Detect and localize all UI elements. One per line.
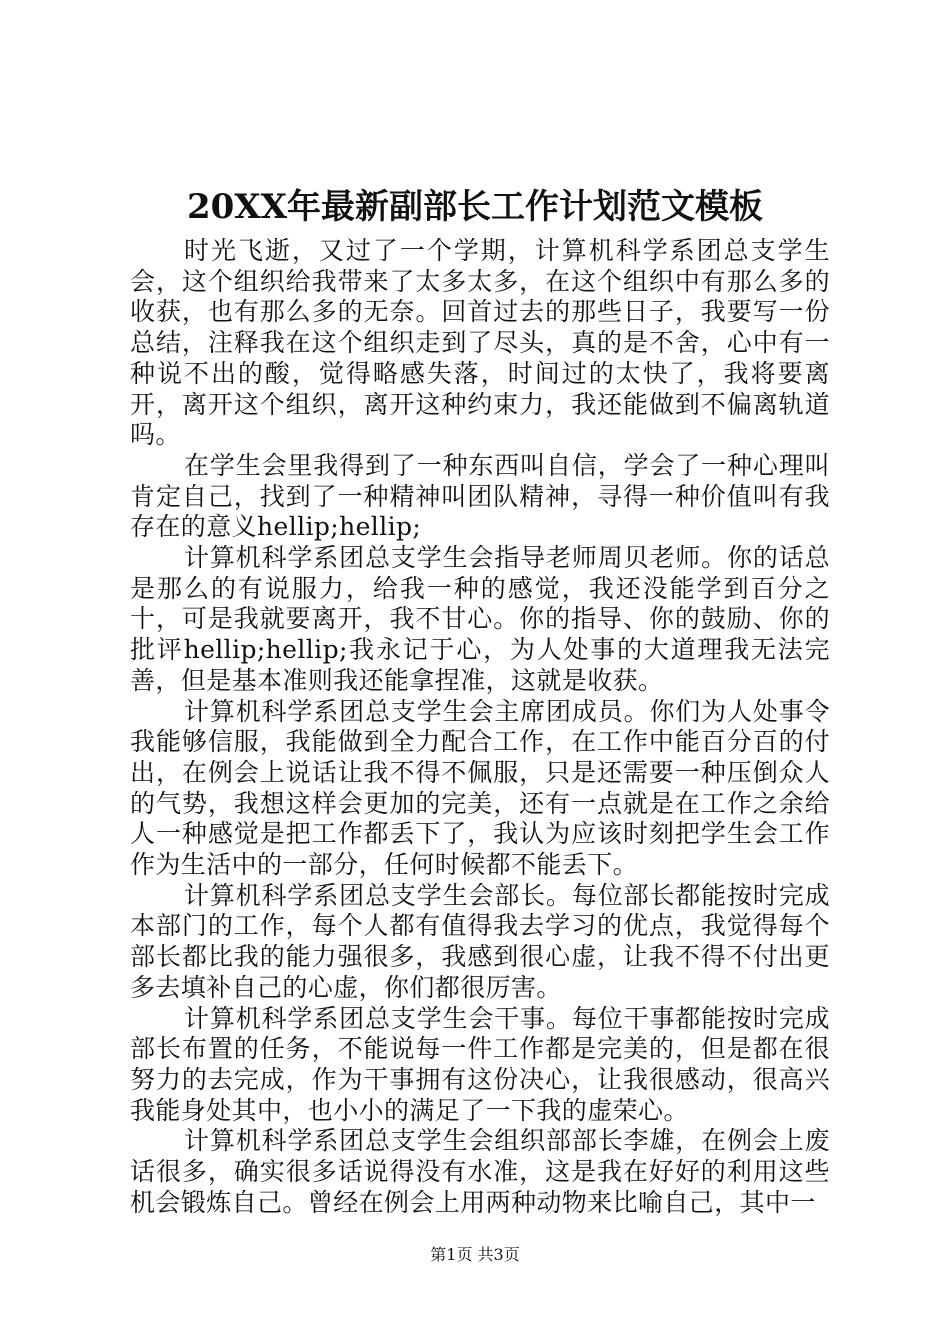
paragraph: 计算机科学系团总支学生会干事。每位干事都能按时完成部长布置的任务，不能说每一件工作都是完美的，但是都在很努力的去完成，作为干事拥有这份决心，让我很感动，很高兴我能身处其中，也小小的满足了一下我的虚荣心。	[130, 1003, 830, 1125]
paragraph: 计算机科学系团总支学生会主席团成员。你们为人处事令我能够信服，我能做到全力配合工作，在工作中能百分百的付出，在例会上说话让我不得不佩服，只是还需要一种压倒众人的气势，我想这样会更加的完美，还有一点就是在工作之余给人一种感觉是把工作都丢下了，我认为应该时刻把学生会工作作为生活中的一部分，任何时候都不能丢下。	[130, 696, 830, 880]
page-footer: 第1页 共3页	[430, 1245, 520, 1264]
paragraph: 计算机科学系团总支学生会组织部部长李雄，在例会上废话很多，确实很多话说得没有水准，这是我在好好的利用这些机会锻炼自己。曾经在例会上用两种动物来比喻自己，其中一	[130, 1126, 830, 1217]
document-title: 20XX年最新副部长工作计划范文模板	[186, 187, 764, 227]
paragraph: 时光飞逝，又过了一个学期，计算机科学系团总支学生会，这个组织给我带来了太多太多，在这个组织中有那么多的收获，也有那么多的无奈。回首过去的那些日子，我要写一份总结，注释我在这个组织走到了尽头，真的是不舍，心中有一种说不出的酸，觉得略感失落，时间过的太快了，我将要离开，离开这个组织，离开这种约束力，我还能做到不偏离轨道吗。	[130, 236, 830, 450]
paragraph: 计算机科学系团总支学生会指导老师周贝老师。你的话总是那么的有说服力，给我一种的感觉，我还没能学到百分之十，可是我就要离开，我不甘心。你的指导、你的鼓励、你的批评hellip;hellip;我永记于心，为人处事的大道理我无法完善，但是基本准则我还能拿捏准，这就是收获。	[130, 543, 830, 695]
document-body	[130, 236, 830, 1219]
paragraph: 计算机科学系团总支学生会部长。每位部长都能按时完成本部门的工作，每个人都有值得我去学习的优点，我觉得每个部长都比我的能力强很多，我感到很心虚，让我不得不付出更多去填补自己的心虚，你们都很厉害。	[130, 880, 830, 1002]
paragraph: 在学生会里我得到了一种东西叫自信，学会了一种心理叫肯定自己，找到了一种精神叫团队精神，寻得一种价值叫有我存在的意义hellip;hellip;	[130, 450, 830, 542]
